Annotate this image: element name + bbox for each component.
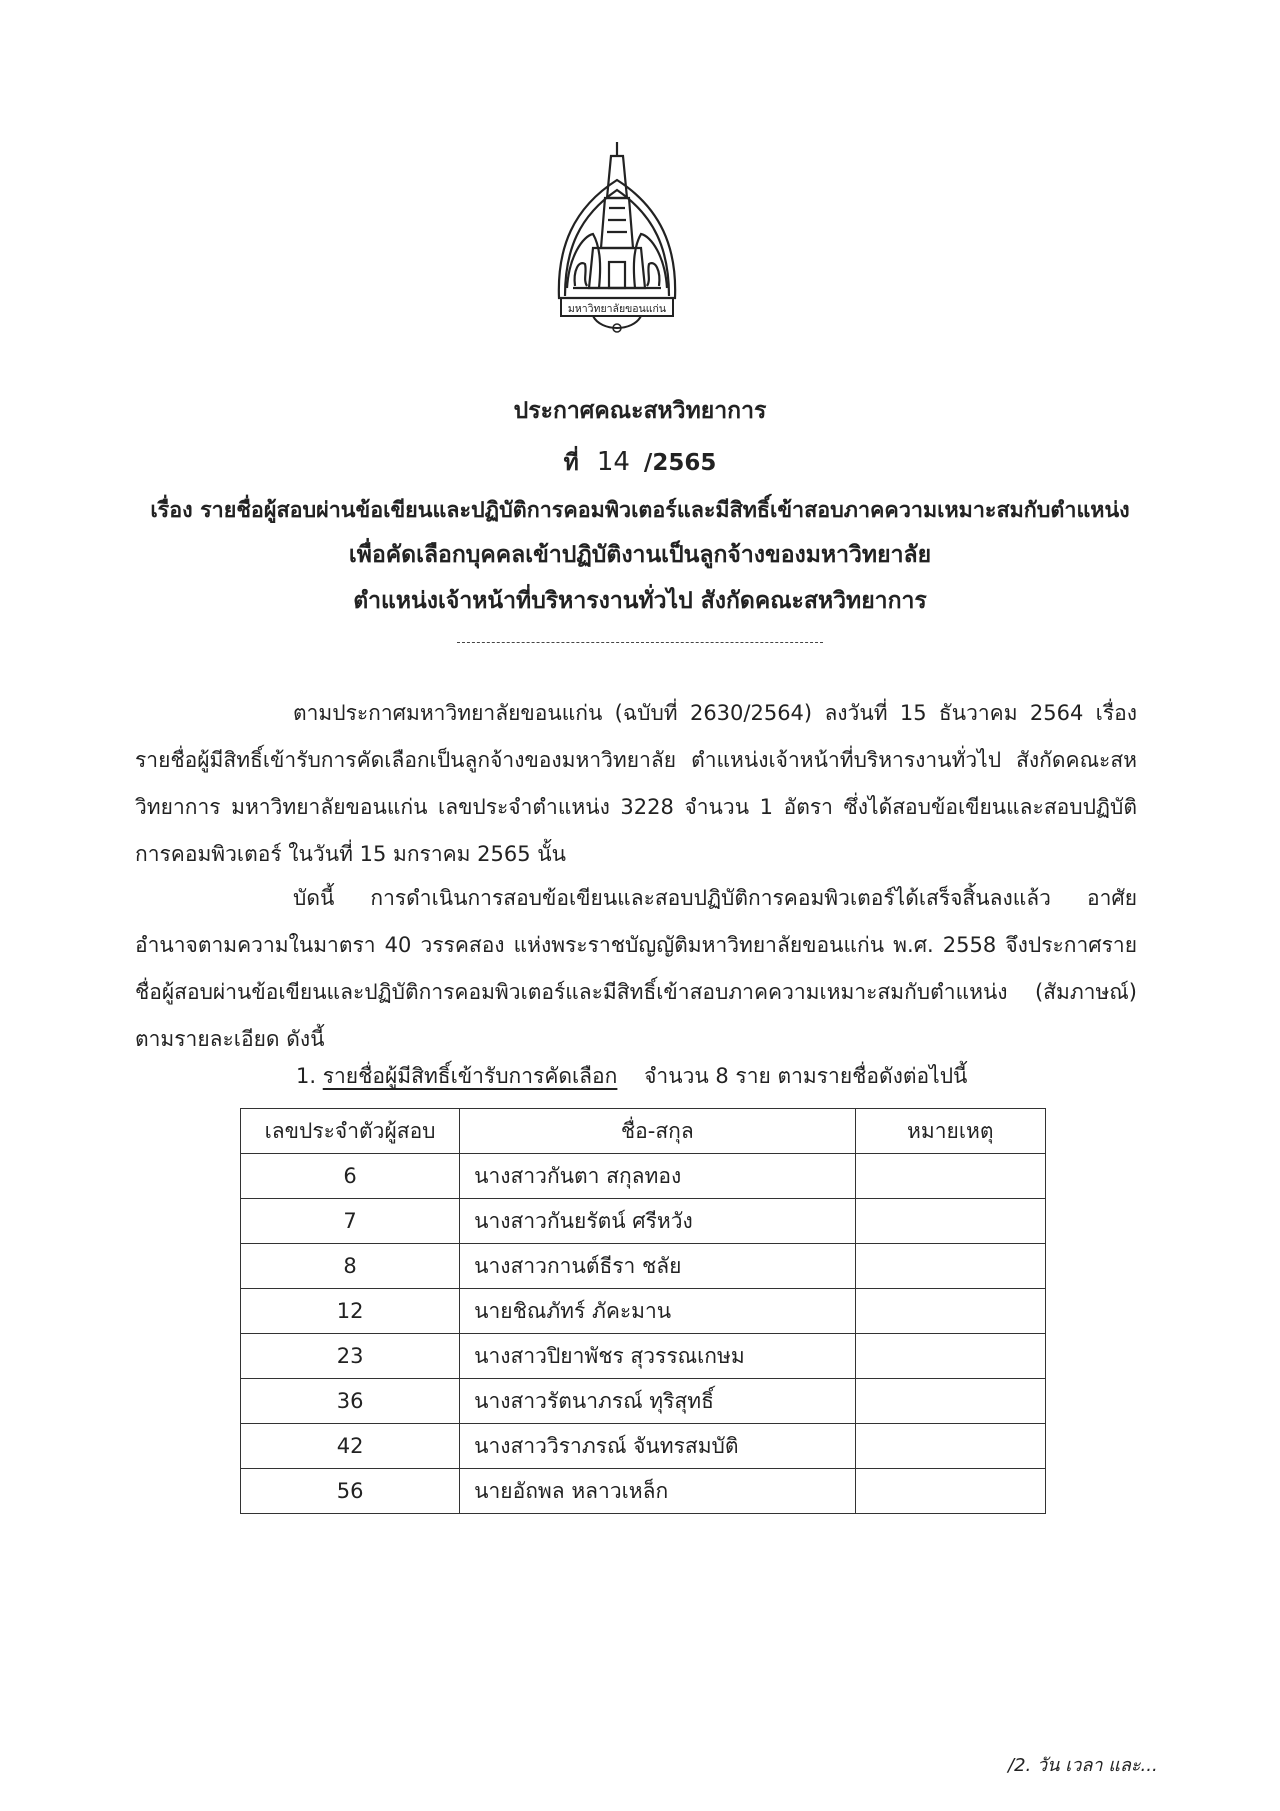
- university-seal-logo: [553, 138, 681, 348]
- paragraph-1: ตามประกาศมหาวิทยาลัยขอนแก่น (ฉบับที่ 2630/2564) ลงวันที่ 15 ธันวาคม 2564 เรื่อง รายชื่อผู้มีสิทธิ์เข้ารับการคัดเลือกเป็นลูกจ้างของมหาวิทยาลัย ตำแหน่งเจ้าหน้าที่บริหารงานทั่วไป สังกัดคณะสหวิทยาการ มหาวิทยาลัยขอนแก่น เลขประจำตำแหน่ง 3228 จำนวน 1 อัตรา ซึ่งได้สอบข้อเขียนและสอบปฏิบัติการคอมพิวเตอร์ ในวันที่ 15 มกราคม 2565 นั้น: [135, 701, 1137, 866]
- table-row: [241, 1379, 1046, 1424]
- exam-id: 36: [241, 1379, 460, 1424]
- number-suffix: /2565: [643, 450, 717, 476]
- continuation-note: /2. วัน เวลา และ...: [1008, 1755, 1158, 1776]
- exam-id: 6: [241, 1154, 460, 1199]
- issuer-title: ประกาศคณะสหวิทยาการ: [513, 398, 767, 424]
- header-remark: หมายเหตุ: [855, 1109, 1045, 1154]
- table-row: [241, 1244, 1046, 1289]
- candidate-name: นางสาววิราภรณ์ จันทรสมบัติ: [460, 1424, 855, 1469]
- exam-id: 12: [241, 1289, 460, 1334]
- announcement-number: [0, 445, 1280, 481]
- candidate-name: นางสาวปิยาพัชร สุวรรณเกษม: [460, 1334, 855, 1379]
- handwritten-number: 14: [596, 447, 630, 477]
- table-row: [241, 1199, 1046, 1244]
- remark: [855, 1379, 1045, 1424]
- subject-line-3: ตำแหน่งเจ้าหน้าที่บริหารงานทั่วไป สังกัดคณะสหวิทยาการ: [353, 588, 927, 614]
- table-header-row: [241, 1109, 1046, 1154]
- remark: [855, 1469, 1045, 1514]
- table-row: [241, 1424, 1046, 1469]
- heading-divider: [457, 642, 823, 643]
- subject-line-1: เรื่อง รายชื่อผู้สอบผ่านข้อเขียนและปฏิบัติการคอมพิวเตอร์และมีสิทธิ์เข้าสอบภาคความเหมาะสมกับตำแหน่ง: [150, 498, 1130, 523]
- exam-id: 8: [241, 1244, 460, 1289]
- number-prefix: ที่: [563, 450, 579, 476]
- candidate-table: [240, 1108, 1046, 1514]
- remark: [855, 1424, 1045, 1469]
- list-title: รายชื่อผู้มีสิทธิ์เข้ารับการคัดเลือก: [322, 1064, 618, 1088]
- candidate-name: นางสาวกันยรัตน์ ศรีหวัง: [460, 1199, 855, 1244]
- remark: [855, 1334, 1045, 1379]
- paragraph-2: บัดนี้ การดำเนินการสอบข้อเขียนและสอบปฏิบัติการคอมพิวเตอร์ได้เสร็จสิ้นลงแล้ว อาศัยอำนาจตามความในมาตรา 40 วรรคสอง แห่งพระราชบัญญัติมหาวิทยาลัยขอนแก่น พ.ศ. 2558 จึงประกาศรายชื่อผู้สอบผ่านข้อเขียนและปฏิบัติการคอมพิวเตอร์และมีสิทธิ์เข้าสอบภาคความเหมาะสมกับตำแหน่ง (สัมภาษณ์) ตามรายละเอียด ดังนี้: [135, 886, 1137, 1051]
- list-count: จำนวน 8 ราย ตามรายชื่อดังต่อไปนี้: [644, 1064, 968, 1088]
- list-heading: [296, 1060, 967, 1093]
- table-row: [241, 1154, 1046, 1199]
- exam-id: 7: [241, 1199, 460, 1244]
- remark: [855, 1289, 1045, 1334]
- candidate-name: นางสาวกานต์ธีรา ชลัย: [460, 1244, 855, 1289]
- list-number: 1.: [296, 1064, 317, 1088]
- table-row: [241, 1289, 1046, 1334]
- remark: [855, 1154, 1045, 1199]
- table-row: [241, 1469, 1046, 1514]
- remark: [855, 1244, 1045, 1289]
- remark: [855, 1199, 1045, 1244]
- candidate-name: นางสาวกันตา สกุลทอง: [460, 1154, 855, 1199]
- table-row: [241, 1334, 1046, 1379]
- header-exam-id: เลขประจำตัวผู้สอบ: [241, 1109, 460, 1154]
- exam-id: 23: [241, 1334, 460, 1379]
- candidate-name: นายชิณภัทร์ ภัคะมาน: [460, 1289, 855, 1334]
- header-full-name: ชื่อ-สกุล: [460, 1109, 855, 1154]
- subject-line-2: เพื่อคัดเลือกบุคคลเข้าปฏิบัติงานเป็นลูกจ้างของมหาวิทยาลัย: [348, 542, 932, 568]
- svg-text:มหาวิทยาลัยขอนแก่น: มหาวิทยาลัยขอนแก่น: [567, 303, 667, 315]
- candidate-name: นางสาวรัตนาภรณ์ ทุริสุทธิ์: [460, 1379, 855, 1424]
- candidate-name: นายอัถพล หลาวเหล็ก: [460, 1469, 855, 1514]
- exam-id: 56: [241, 1469, 460, 1514]
- exam-id: 42: [241, 1424, 460, 1469]
